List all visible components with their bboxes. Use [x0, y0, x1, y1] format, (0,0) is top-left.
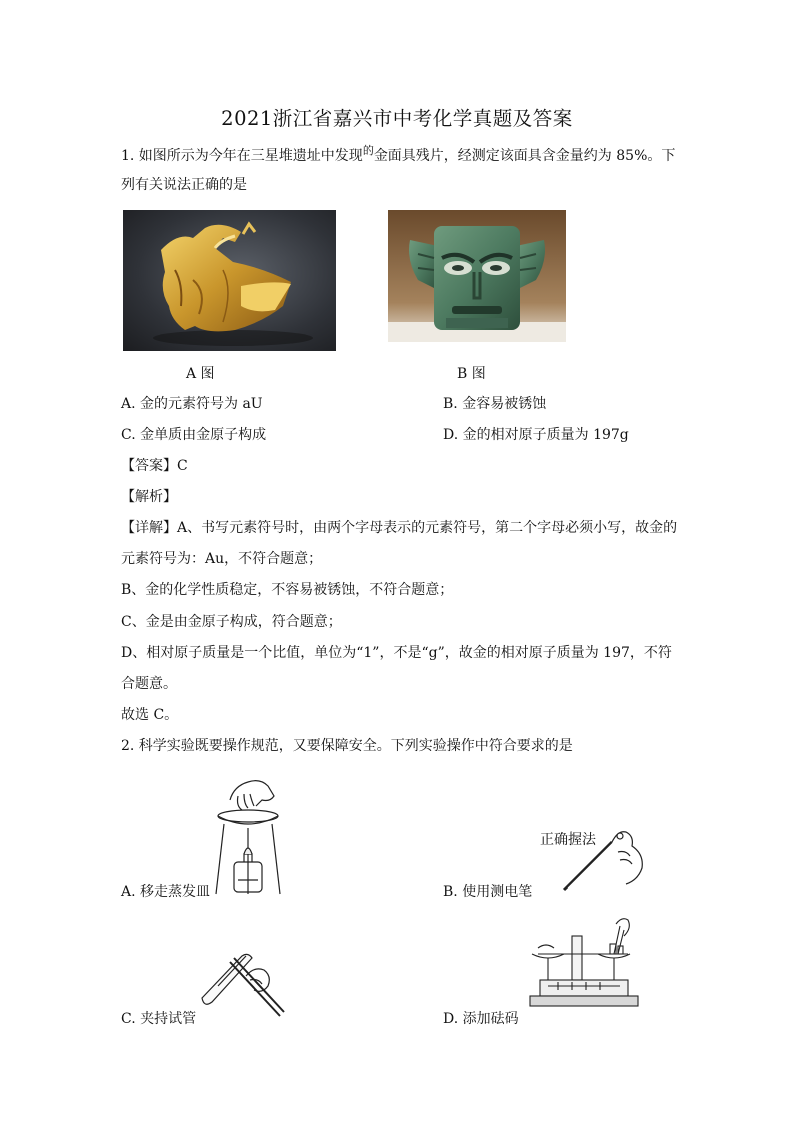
balance-figure: [528, 914, 640, 1014]
q1-stem-part-a: 1. 如图所示为今年在三星堆遗址中发现: [121, 148, 363, 164]
q1-detail-line6: 合题意。: [121, 676, 177, 692]
q2-option-b: B. 使用测电笔: [443, 884, 533, 900]
q1-answer: 【答案】C: [121, 458, 188, 474]
q1-option-b: B. 金容易被锈蚀: [443, 396, 547, 412]
q1-conclusion: 故选 C。: [121, 707, 179, 723]
q1-detail-line1: 【详解】A、书写元素符号时，由两个字母表示的元素符号，第二个字母必须小写，故金的: [121, 520, 678, 536]
test-tube-holder-figure: [196, 946, 288, 1022]
q1-stem-part-b: 金面具残片，经测定该面具含金量约为 85%。下: [373, 148, 676, 164]
q1-stem-line2: 列有关说法正确的是: [121, 177, 247, 193]
q2-option-c: C. 夹持试管: [121, 1011, 197, 1027]
caption-b: B 图: [457, 366, 486, 382]
caption-a: A 图: [186, 366, 215, 382]
evaporating-dish-figure: [208, 776, 288, 900]
q1-option-a: A. 金的元素符号为 aU: [121, 396, 263, 412]
gold-mask-photo: [123, 210, 336, 351]
q1-detail-line3: B、金的化学性质稳定，不容易被锈蚀，不符合题意；: [121, 582, 454, 598]
q1-detail-line2: 元素符号为：Au，不符合题意；: [121, 551, 323, 567]
q1-option-c: C. 金单质由金原子构成: [121, 427, 267, 443]
test-pen-figure: [560, 822, 650, 894]
q1-stem-line1: [121, 146, 675, 167]
q1-analysis-heading: 【解析】: [121, 489, 177, 505]
q2-option-d: D. 添加砝码: [443, 1011, 519, 1027]
pen-label: 正确握法: [540, 832, 596, 848]
q1-stem-superscript: 的: [362, 144, 374, 157]
q1-detail-line4: C、金是由金原子构成，符合题意；: [121, 614, 342, 630]
q2-stem: 2. 科学实验既要操作规范，又要保障安全。下列实验操作中符合要求的是: [121, 738, 573, 754]
page-title: 2021浙江省嘉兴市中考化学真题及答案: [221, 107, 573, 130]
bronze-mask-photo: [388, 210, 566, 342]
q1-detail-line5: D、相对原子质量是一个比值，单位为“1”，不是“g”，故金的相对原子质量为 197，不符: [121, 645, 672, 661]
q2-option-a: A. 移走蒸发皿: [121, 884, 211, 900]
q1-option-d: D. 金的相对原子质量为 197g: [443, 427, 629, 443]
